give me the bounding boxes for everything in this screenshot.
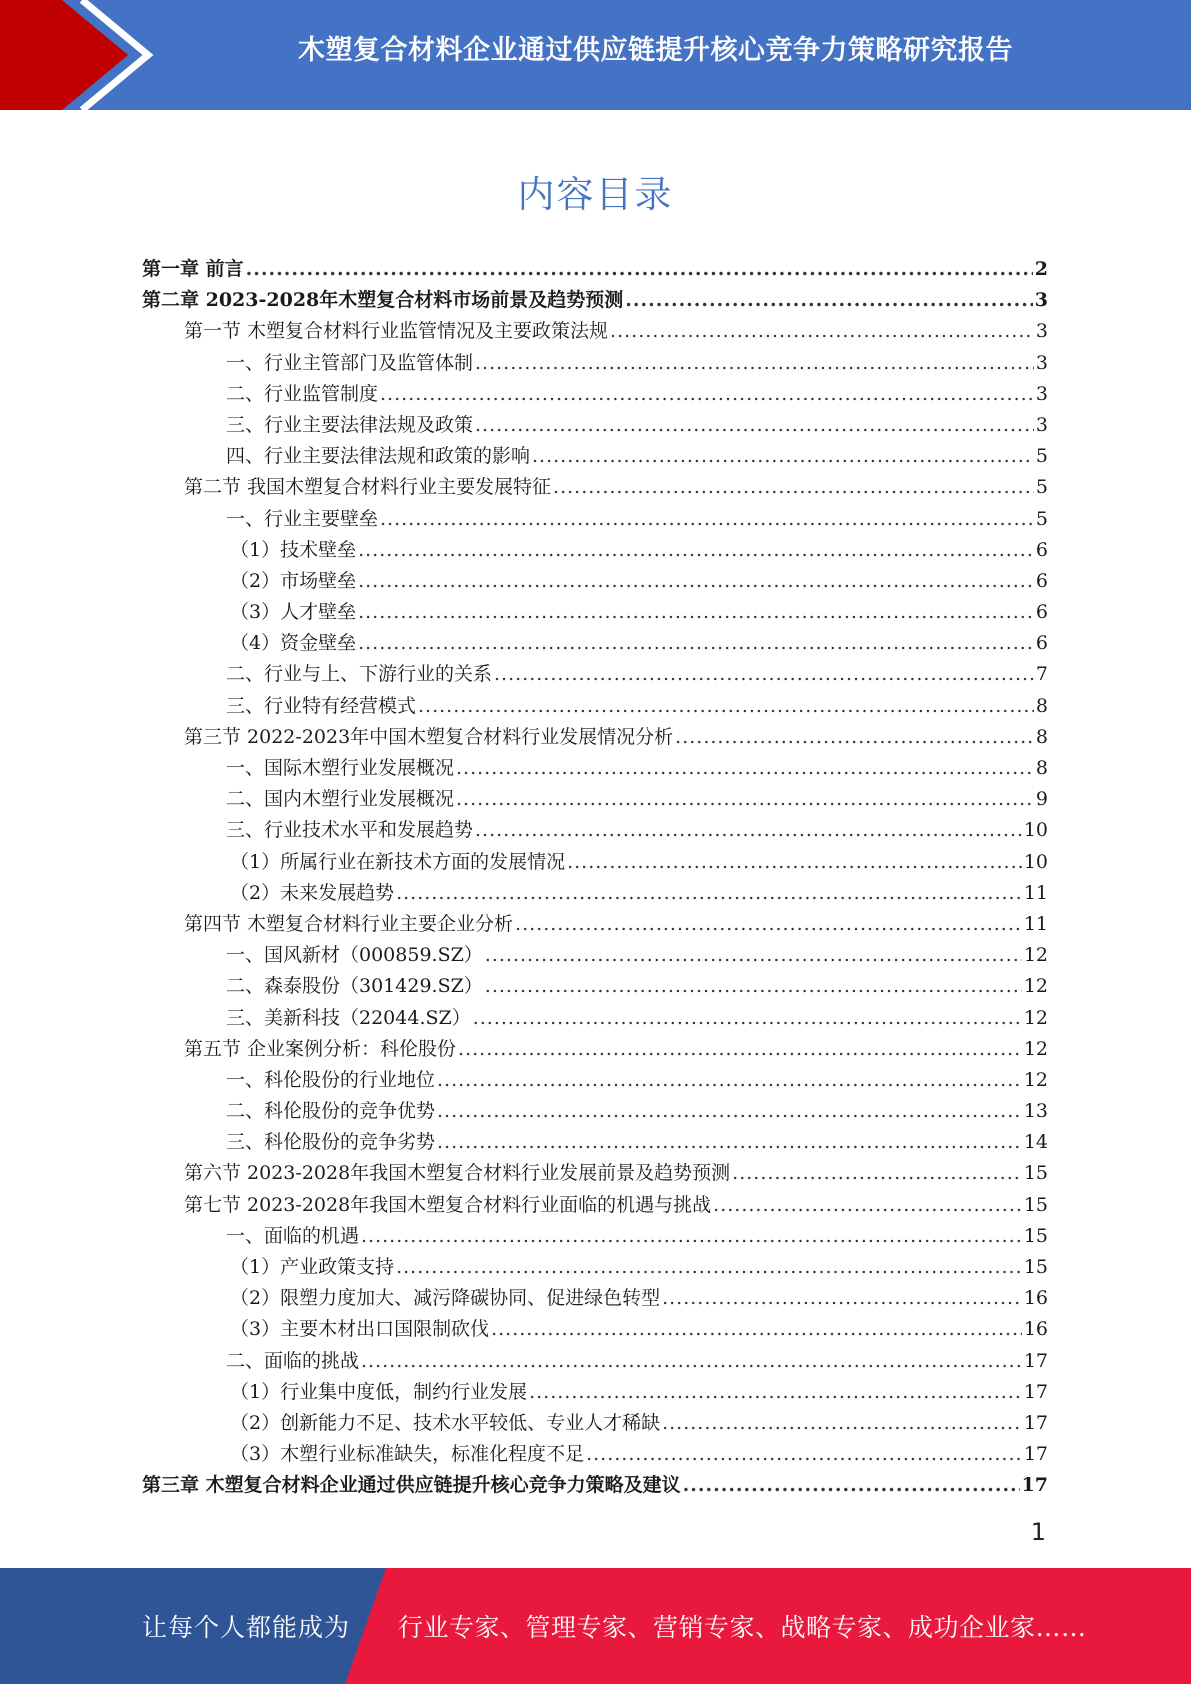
toc-entry-label: 一、科伦股份的行业地位	[226, 1068, 436, 1091]
toc-leader-dots	[380, 379, 1034, 410]
toc-entry[interactable]	[142, 348, 1048, 379]
toc-entry-label: （2）创新能力不足、技术水平较低、专业人才稀缺	[230, 1411, 661, 1434]
toc-leader-dots	[625, 285, 1033, 316]
footer-slogan-left: 让每个人都能成为	[142, 1613, 351, 1642]
toc-leader-dots	[532, 441, 1034, 472]
toc-entry-label: 第二节 我国木塑复合材料行业主要发展特征	[184, 476, 552, 499]
toc-entry-page: 12	[1023, 944, 1048, 967]
toc-entry-label: （3）木塑行业标准缺失，标准化程度不足	[230, 1443, 585, 1466]
report-title: 木塑复合材料企业通过供应链提升核心竞争力策略研究报告	[298, 35, 1013, 66]
toc-entry-page: 5	[1035, 507, 1048, 530]
toc-entry-label: （4）资金壁垒	[230, 632, 357, 655]
toc-leader-dots	[246, 254, 1033, 285]
toc-entry-page: 6	[1035, 538, 1048, 561]
toc-leader-dots	[358, 566, 1034, 597]
toc-leader-dots	[358, 597, 1034, 628]
toc-entry-label: 三、行业主要法律法规及政策	[226, 413, 474, 436]
toc-entry-label: 三、科伦股份的竞争劣势	[226, 1131, 436, 1154]
toc-leader-dots	[437, 1065, 1022, 1096]
toc-entry-page: 5	[1035, 445, 1048, 468]
toc-entry-page: 17	[1023, 1443, 1048, 1466]
toc-entry-page: 15	[1023, 1162, 1048, 1185]
page-number: 1	[1030, 1518, 1046, 1546]
toc-leader-dots	[713, 1190, 1022, 1221]
toc-entry[interactable]	[142, 691, 1048, 722]
toc-entry-page: 8	[1035, 694, 1048, 717]
toc-entry-label: （1）技术壁垒	[230, 538, 357, 561]
chevron-arrow-icon	[0, 0, 160, 110]
toc-entry-label: 三、行业特有经营模式	[226, 694, 417, 717]
toc-entry-page: 10	[1023, 819, 1048, 842]
toc-entry[interactable]	[142, 1127, 1048, 1158]
toc-leader-dots	[396, 878, 1022, 909]
toc-leader-dots	[586, 1439, 1022, 1470]
toc-entry[interactable]	[142, 1221, 1048, 1252]
toc-entry-label: 第四节 木塑复合材料行业主要企业分析	[184, 912, 514, 935]
toc-entry-label: （3）人才壁垒	[230, 601, 357, 624]
toc-entry[interactable]	[142, 1065, 1048, 1096]
toc-entry-page: 17	[1023, 1349, 1048, 1372]
toc-entry-label: 四、行业主要法律法规和政策的影响	[226, 445, 531, 468]
toc-entry-page: 15	[1023, 1224, 1048, 1247]
toc-entry[interactable]	[142, 1096, 1048, 1127]
toc-entry-label: 第五节 企业案例分析：科伦股份	[184, 1037, 457, 1060]
toc-entry[interactable]	[142, 940, 1048, 971]
toc-leader-dots	[456, 753, 1034, 784]
toc-leader-dots	[485, 971, 1022, 1002]
toc-entry-page: 8	[1035, 725, 1048, 748]
toc-leader-dots	[491, 1314, 1022, 1345]
toc-leader-dots	[456, 784, 1034, 815]
toc-entry[interactable]	[142, 1377, 1048, 1408]
toc-entry[interactable]	[142, 1408, 1048, 1439]
toc-entry-page: 7	[1035, 663, 1048, 686]
toc-entry-label: 一、行业主要壁垒	[226, 507, 379, 530]
toc-entry[interactable]	[142, 597, 1048, 628]
toc-entry-label: （1）产业政策支持	[230, 1256, 395, 1278]
footer-banner	[0, 1568, 1191, 1684]
toc-entry-page: 15	[1023, 1256, 1048, 1278]
toc-leader-dots	[662, 1283, 1022, 1314]
toc-entry[interactable]	[142, 1034, 1048, 1065]
toc-entry-page: 6	[1035, 569, 1048, 592]
footer-slogan-right: 行业专家、管理专家、营销专家、战略专家、成功企业家……	[398, 1613, 1087, 1642]
toc-entry-label: 二、行业与上、下游行业的关系	[226, 663, 493, 686]
toc-entry-page: 17	[1023, 1380, 1048, 1403]
toc-entry-page: 12	[1023, 1006, 1048, 1029]
toc-entry[interactable]	[142, 254, 1048, 285]
toc-entry[interactable]	[142, 1346, 1048, 1377]
toc-leader-dots	[437, 1127, 1022, 1158]
toc-entry-page: 2	[1034, 258, 1048, 280]
toc-entry-page: 12	[1023, 1068, 1048, 1091]
toc-entry[interactable]	[142, 909, 1048, 940]
toc-entry-page: 17	[1021, 1474, 1048, 1497]
toc-entry[interactable]	[142, 878, 1048, 909]
toc-entry-page: 12	[1023, 1037, 1048, 1060]
toc-leader-dots	[437, 1096, 1022, 1127]
toc-entry[interactable]	[142, 285, 1048, 316]
toc-entry-page: 3	[1035, 351, 1048, 374]
toc-heading: 内容目录	[517, 173, 674, 216]
toc-leader-dots	[553, 472, 1034, 503]
toc-entry[interactable]	[142, 535, 1048, 566]
toc-entry-label: 第二章 2023-2028年木塑复合材料市场前景及趋势预测	[142, 289, 624, 312]
toc-entry-label: 第三章 木塑复合材料企业通过供应链提升核心竞争力策略及建议	[142, 1474, 681, 1497]
toc-entry-label: 第七节 2023-2028年我国木塑复合材料行业面临的机遇与挑战	[184, 1193, 712, 1216]
toc-entry[interactable]	[142, 504, 1048, 535]
toc-entry-page: 3	[1034, 289, 1048, 312]
toc-entry-page: 9	[1035, 788, 1048, 811]
toc-entry-page: 6	[1035, 601, 1048, 624]
toc-leader-dots	[361, 1346, 1022, 1377]
toc-leader-dots	[458, 1034, 1022, 1065]
toc-entry-page: 16	[1023, 1318, 1048, 1341]
toc-entry-page: 3	[1035, 320, 1048, 343]
toc-entry[interactable]	[142, 722, 1048, 753]
toc-entry-label: 二、面临的挑战	[226, 1349, 360, 1372]
toc-leader-dots	[380, 504, 1034, 535]
toc-entry-label: （1）行业集中度低，制约行业发展	[230, 1380, 528, 1403]
toc-entry-label: 一、国风新材（000859.SZ）	[226, 944, 483, 967]
toc-entry-page: 10	[1023, 850, 1048, 873]
toc-entry[interactable]	[142, 1158, 1048, 1189]
toc-leader-dots	[396, 1252, 1022, 1283]
toc-entry-label: 第三节 2022-2023年中国木塑复合材料行业发展情况分析	[184, 725, 674, 748]
toc-entry[interactable]	[142, 659, 1048, 690]
toc-entry-page: 13	[1023, 1100, 1048, 1123]
toc-entry[interactable]	[142, 1252, 1048, 1283]
toc-leader-dots	[475, 348, 1034, 379]
toc-entry-label: 三、行业技术水平和发展趋势	[226, 819, 474, 842]
toc-entry[interactable]	[142, 784, 1048, 815]
toc-leader-dots	[732, 1158, 1022, 1189]
toc-entry[interactable]	[142, 1470, 1048, 1501]
toc-entry-label: 第一节 木塑复合材料行业监管情况及主要政策法规	[184, 320, 609, 343]
toc-entry[interactable]	[142, 379, 1048, 410]
toc-entry-label: 二、森泰股份（301429.SZ）	[226, 975, 483, 998]
toc-entry[interactable]	[142, 1283, 1048, 1314]
toc-entry-page: 12	[1023, 975, 1048, 998]
toc-entry[interactable]	[142, 1003, 1048, 1034]
toc-leader-dots	[515, 909, 1022, 940]
toc-leader-dots	[475, 410, 1034, 441]
toc-entry[interactable]	[142, 847, 1048, 878]
toc-entry[interactable]	[142, 441, 1048, 472]
toc-leader-dots	[675, 722, 1034, 753]
toc-entry-page: 8	[1035, 757, 1048, 779]
toc-entry-label: 二、科伦股份的竞争优势	[226, 1100, 436, 1123]
toc-entry[interactable]	[142, 753, 1048, 784]
toc-entry-label: （2）市场壁垒	[230, 569, 357, 592]
toc-entry[interactable]	[142, 1439, 1048, 1470]
toc-entry-label: 二、行业监管制度	[226, 382, 379, 405]
toc-leader-dots	[361, 1221, 1022, 1252]
toc-entry-label: 一、国际木塑行业发展概况	[226, 757, 455, 779]
toc-entry-label: （2）未来发展趋势	[230, 881, 395, 904]
header-banner	[0, 0, 1191, 110]
toc-entry-label: 第一章 前言	[142, 258, 244, 280]
toc-entry-page: 11	[1023, 881, 1048, 904]
toc-leader-dots	[529, 1377, 1022, 1408]
toc-entry[interactable]	[142, 1190, 1048, 1221]
toc-leader-dots	[494, 659, 1034, 690]
toc-entry[interactable]	[142, 815, 1048, 846]
toc-entry[interactable]	[142, 628, 1048, 659]
toc-leader-dots	[662, 1408, 1022, 1439]
toc-entry-page: 11	[1023, 912, 1048, 935]
toc-leader-dots	[567, 847, 1022, 878]
toc-entry-label: 第六节 2023-2028年我国木塑复合材料行业发展前景及趋势预测	[184, 1162, 731, 1185]
toc-leader-dots	[358, 535, 1034, 566]
toc-entry-label: （1）所属行业在新技术方面的发展情况	[230, 850, 566, 873]
toc-entry-label: 三、美新科技（22044.SZ）	[226, 1006, 471, 1029]
toc-entry-page: 17	[1023, 1411, 1048, 1434]
toc-entry-label: 二、国内木塑行业发展概况	[226, 788, 455, 811]
toc-entry-label: 一、面临的机遇	[226, 1224, 360, 1247]
toc-leader-dots	[473, 1003, 1022, 1034]
toc-leader-dots	[418, 691, 1034, 722]
table-of-contents	[142, 254, 1048, 1502]
toc-entry-label: 一、行业主管部门及监管体制	[226, 351, 474, 374]
toc-entry[interactable]	[142, 410, 1048, 441]
toc-leader-dots	[683, 1470, 1020, 1501]
toc-entry-page: 5	[1035, 476, 1048, 499]
toc-leader-dots	[358, 628, 1034, 659]
toc-entry-page: 3	[1035, 382, 1048, 405]
toc-entry-page: 3	[1035, 413, 1048, 436]
toc-entry-label: （2）限塑力度加大、减污降碳协同、促进绿色转型	[230, 1287, 661, 1310]
toc-entry[interactable]	[142, 472, 1048, 503]
toc-entry-page: 14	[1023, 1131, 1048, 1154]
toc-leader-dots	[475, 815, 1022, 846]
toc-entry-label: （3）主要木材出口国限制砍伐	[230, 1318, 490, 1341]
toc-leader-dots	[610, 316, 1034, 347]
toc-entry-page: 15	[1023, 1193, 1048, 1216]
toc-leader-dots	[485, 940, 1022, 971]
toc-entry[interactable]	[142, 316, 1048, 347]
toc-entry[interactable]	[142, 1314, 1048, 1345]
toc-entry[interactable]	[142, 566, 1048, 597]
toc-entry-page: 6	[1035, 632, 1048, 655]
toc-entry[interactable]	[142, 971, 1048, 1002]
toc-entry-page: 16	[1023, 1287, 1048, 1310]
